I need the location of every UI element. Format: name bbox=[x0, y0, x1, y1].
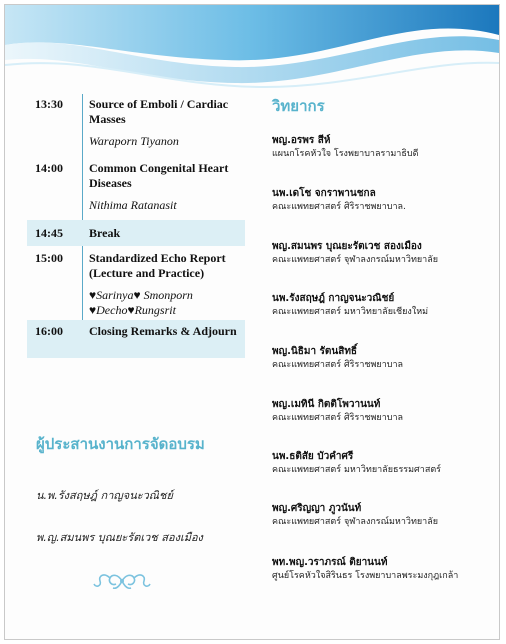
time-label: 15:00 bbox=[35, 251, 63, 265]
speakers-heading: วิทยากร bbox=[272, 97, 325, 115]
speaker-entry bbox=[272, 187, 494, 214]
schedule-row bbox=[27, 94, 245, 134]
schedule-row-speaker bbox=[27, 288, 245, 320]
speaker-affiliation: คณะแพทยศาสตร์ มหาวิทยาลัยธรรมศาสตร์ bbox=[272, 465, 441, 475]
session-title: Break bbox=[89, 226, 121, 240]
schedule-row-speaker bbox=[27, 196, 245, 214]
speaker-name: นพ.รังสฤษฎ์ กาญจนะวณิชย์ bbox=[272, 293, 395, 304]
ornament-icon bbox=[92, 570, 152, 592]
speaker-name: พญ.สมนพร บุณยะรัตเวช สองเมือง bbox=[272, 241, 422, 252]
speaker-entry bbox=[272, 345, 494, 372]
session-title: Common Congenital Heart Diseases bbox=[89, 161, 229, 190]
schedule-row-break bbox=[27, 220, 245, 246]
schedule-row bbox=[27, 158, 245, 194]
time-label: 16:00 bbox=[35, 324, 63, 338]
coordinator-name: น.พ.รังสฤษฎ์ กาญจนะวณิชย์ bbox=[36, 489, 173, 502]
coordinators-heading: ผู้ประสานงานการจัดอบรม bbox=[36, 435, 205, 453]
speaker-name: พท.พญ.วราภรณ์ ติยานนท์ bbox=[272, 557, 388, 568]
speaker-entry bbox=[272, 398, 494, 425]
session-title: Standardized Echo Report (Lecture and Practice) bbox=[89, 251, 226, 280]
speaker-entry bbox=[272, 240, 494, 267]
speaker-entry bbox=[272, 134, 494, 161]
speaker-affiliation: คณะแพทยศาสตร์ ศิริราชพยาบาล. bbox=[272, 202, 406, 212]
speaker-affiliation: คณะแพทยศาสตร์ มหาวิทยาลัยเชียงใหม่ bbox=[272, 307, 429, 317]
speaker-line: ♥Decho♥Rungsrit bbox=[89, 303, 176, 317]
speaker-name: พญ.นิธิมา รัตนสิทธิ์ bbox=[272, 346, 358, 357]
schedule-row-speaker bbox=[27, 132, 245, 150]
speaker-affiliation: แผนกโรคหัวใจ โรงพยาบาลรามาธิบดี bbox=[272, 149, 419, 159]
speaker-affiliation: ศูนย์โรคหัวใจสิรินธร โรงพยาบาลพระมงกุฎเกล้า bbox=[272, 571, 459, 581]
speaker-name: พญ.เมทินี กิตติโพวานนท์ bbox=[272, 399, 381, 410]
speaker-entry bbox=[272, 502, 494, 529]
time-label: 14:00 bbox=[35, 161, 63, 175]
time-label: 14:45 bbox=[35, 226, 63, 240]
speaker-affiliation: คณะแพทยศาสตร์ ศิริราชพยาบาล bbox=[272, 413, 404, 423]
speaker-entry bbox=[272, 450, 494, 477]
speaker-name: นพ.เดโช จกราพานชกล bbox=[272, 188, 376, 199]
speaker-line: ♥Sarinya♥ Smonporn bbox=[89, 288, 193, 302]
speaker-name: นพ.ธติสัย บัวคำศรี bbox=[272, 451, 354, 462]
header-wave-decoration bbox=[5, 5, 499, 90]
speaker-name: พญ.ศริญญา ภูวนันท์ bbox=[272, 503, 362, 514]
time-label: 13:30 bbox=[35, 97, 63, 111]
speaker-name: Waraporn Tiyanon bbox=[89, 134, 179, 148]
speaker-entry bbox=[272, 556, 494, 583]
speaker-affiliation: คณะแพทยศาสตร์ จุฬาลงกรณ์มหาวิทยาลัย bbox=[272, 255, 438, 265]
schedule-row-closing bbox=[27, 320, 245, 358]
session-title: Source of Emboli / Cardiac Masses bbox=[89, 97, 229, 126]
session-title: Closing Remarks & Adjourn bbox=[89, 324, 237, 338]
coordinator-name: พ.ญ.สมนพร บุณยะรัตเวช สองเมือง bbox=[36, 531, 203, 544]
speaker-name: พญ.อรพร สีห์ bbox=[272, 135, 331, 146]
speaker-name: Nithima Ratanasit bbox=[89, 198, 177, 212]
speaker-affiliation: คณะแพทยศาสตร์ จุฬาลงกรณ์มหาวิทยาลัย bbox=[272, 517, 438, 527]
schedule-row bbox=[27, 248, 245, 284]
speaker-affiliation: คณะแพทยศาสตร์ ศิริราชพยาบาล bbox=[272, 360, 404, 370]
speaker-entry bbox=[272, 292, 494, 319]
